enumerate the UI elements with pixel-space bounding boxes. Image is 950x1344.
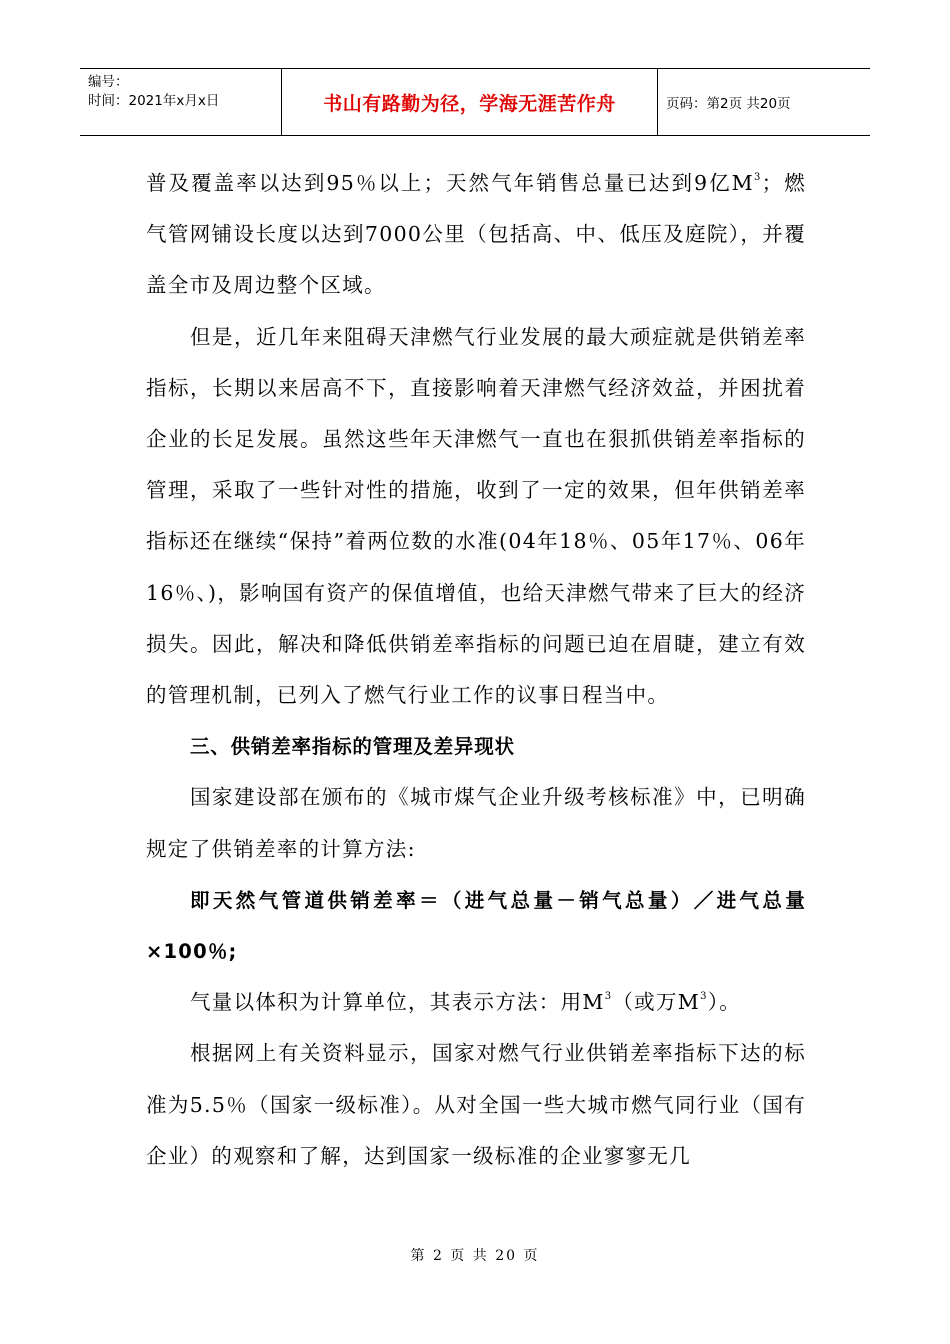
paragraph-national-standard: 根据网上有关资料显示，国家对燃气行业供销差率指标下达的标准为5.5％（国家一级标准）。从对全国一些大城市燃气同行业（国有企业）的观察和了解，达到国家一级标准的企业寥寥无几: [146, 1041, 806, 1168]
paragraph-problem: 但是，近几年来阻碍天津燃气行业发展的最大顽症就是供销差率指标，长期以来居高不下，直接影响着天津燃气经济效益，并困扰着企业的长足发展。虽然这些年天津燃气一直也在狠抓供销差率指标的管理，采取了一些针对性的措施，收到了一定的效果，但年供销差率指标还在继续“保持”着两位数的水准(04年18％、05年17％、06年16％、)，影响国有资产的保值增值，也给天津燃气带来了巨大的经济损失。因此，解决和降低供销差率指标的问题已迫在眉睫，建立有效的管理机制，已列入了燃气行业工作的议事日程当中。: [146, 324, 806, 708]
paragraph-text: ；燃气管网铺设长度以达到7000公里（包括高、中、低压及庭院），并覆盖全市及周边整个区域。: [146, 171, 806, 298]
document-time: 时间：2021年x月x日: [88, 93, 220, 109]
document-number-label: 编号：: [88, 74, 129, 90]
header-motto-cell: [282, 69, 658, 135]
header-motto: 书山有路勤为径，学海无涯苦作舟: [323, 92, 616, 115]
page-body: [146, 158, 806, 1182]
page-footer: 第 2 页 共 20 页: [410, 1248, 540, 1264]
header-page-info-cell: [658, 69, 870, 135]
document-header: [80, 68, 870, 136]
formula: 即天然气管道供销差率＝（进气总量－销气总量）／进气总量×100％;: [146, 888, 806, 964]
paragraph-unit: [146, 977, 806, 1028]
header-meta: [80, 69, 282, 135]
superscript: 3: [604, 991, 613, 1003]
paragraph-coverage: [146, 158, 806, 312]
paragraph-standard: 国家建设部在颁布的《城市煤气企业升级考核标准》中，已明确规定了供销差率的计算方法:: [146, 785, 806, 861]
section-heading: 三、供销差率指标的管理及差异现状: [190, 735, 515, 759]
paragraph-text: 普及覆盖率以达到95％以上；天然气年销售总量已达到9亿M: [146, 171, 754, 195]
paragraph-text: 气量以体积为计算单位，其表示方法：用M: [190, 990, 605, 1015]
superscript: 3: [753, 172, 762, 183]
paragraph-text: ）。: [707, 990, 742, 1015]
header-page-info: 页码：第2页 共20页: [666, 96, 791, 112]
paragraph-text: （或万M: [612, 990, 701, 1015]
superscript: 3: [700, 991, 708, 1003]
